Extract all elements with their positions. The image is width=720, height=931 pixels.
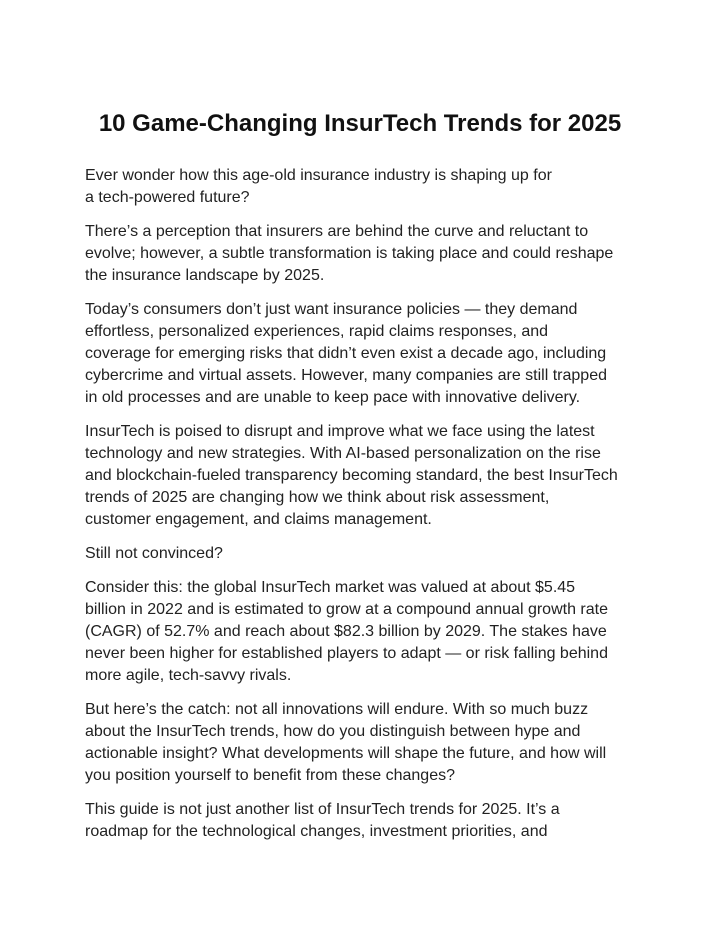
paragraph (85, 543, 655, 565)
paragraph-line: and blockchain-fueled transparency becoming standard, the best InsurTech (85, 467, 618, 484)
paragraph-line: Still not convinced? (85, 545, 223, 562)
paragraph-line: trends of 2025 are changing how we think about risk assessment, (85, 489, 550, 506)
paragraph-line: actionable insight? What developments will shape the future, and how will (85, 745, 607, 762)
paragraph-line: Ever wonder how this age-old insurance industry is shaping up for (85, 167, 552, 184)
paragraph-line: technology and new strategies. With AI-based personalization on the rise (85, 445, 601, 462)
paragraph (85, 221, 655, 287)
paragraph-line: effortless, personalized experiences, rapid claims responses, and (85, 323, 549, 340)
paragraph-line: (CAGR) of 52.7% and reach about $82.3 billion by 2029. The stakes have (85, 623, 607, 640)
paragraph-line: billion in 2022 and is estimated to grow at a compound annual growth rate (85, 601, 608, 618)
paragraph-line: customer engagement, and claims management. (85, 511, 432, 528)
paragraph-line: in old processes and are unable to keep pace with innovative delivery. (85, 389, 581, 406)
paragraph-line: the insurance landscape by 2025. (85, 267, 325, 284)
paragraph (85, 165, 655, 209)
article-body (85, 165, 655, 855)
paragraph-line: evolve; however, a subtle transformation is taking place and could reshape (85, 245, 614, 262)
paragraph-line: cybercrime and virtual assets. However, many companies are still trapped (85, 367, 607, 384)
paragraph (85, 799, 655, 843)
paragraph-line: But here’s the catch: not all innovations will endure. With so much buzz (85, 701, 589, 718)
paragraph-line: a tech-powered future? (85, 189, 250, 206)
paragraph-line: about the InsurTech trends, how do you distinguish between hype and (85, 723, 581, 740)
paragraph (85, 699, 655, 787)
paragraph-line: never been higher for established players to adapt — or risk falling behind (85, 645, 608, 662)
paragraph-line: There’s a perception that insurers are behind the curve and reluctant to (85, 223, 589, 240)
paragraph-line: you position yourself to benefit from these changes? (85, 767, 455, 784)
paragraph-line: This guide is not just another list of InsurTech trends for 2025. It’s a (85, 801, 560, 818)
paragraph-line: InsurTech is poised to disrupt and improve what we face using the latest (85, 423, 595, 440)
paragraph-line: Consider this: the global InsurTech market was valued at about $5.45 (85, 579, 576, 596)
paragraph-line: coverage for emerging risks that didn’t even exist a decade ago, including (85, 345, 607, 362)
paragraph-line: Today’s consumers don’t just want insurance policies — they demand (85, 301, 578, 318)
paragraph (85, 299, 655, 409)
page-title: 10 Game-Changing InsurTech Trends for 2025 (98, 110, 622, 137)
paragraph (85, 421, 655, 531)
paragraph (85, 577, 655, 687)
paragraph-line: more agile, tech-savvy rivals. (85, 667, 292, 684)
paragraph-line: roadmap for the technological changes, investment priorities, and (85, 823, 548, 840)
